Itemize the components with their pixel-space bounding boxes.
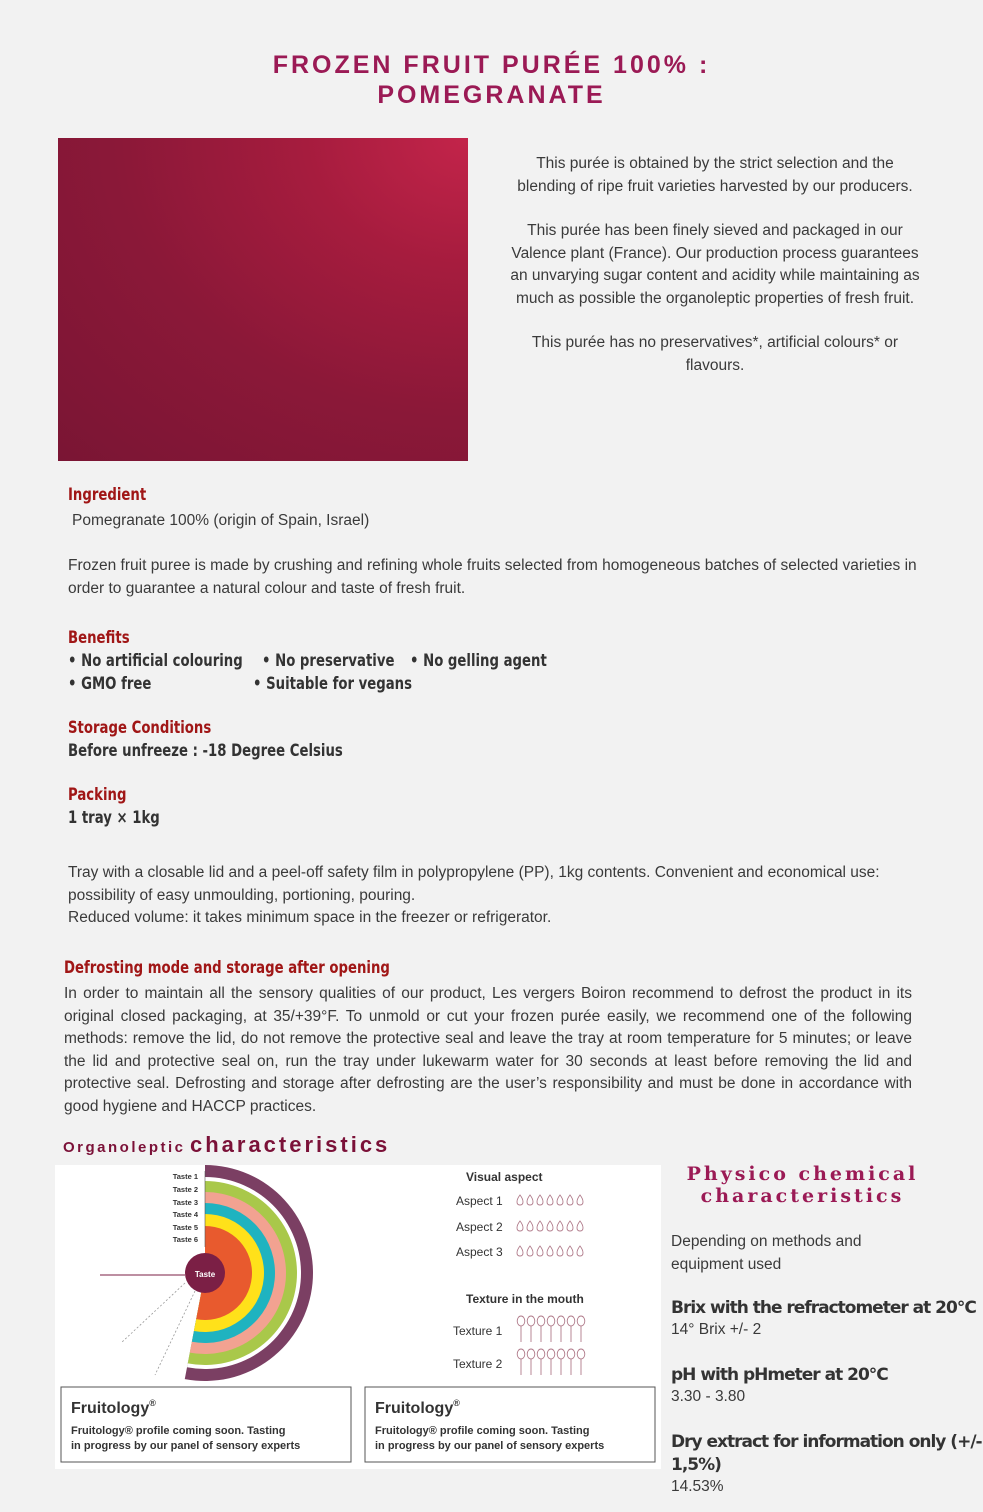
ingredient-description: Frozen fruit puree is made by crushing and refining whole fruits selected from homogeneous batches of selected varieties in order to guarantee a natural colour and taste of fresh fruit. <box>68 557 917 597</box>
visual-aspect-heading: Visual aspect <box>466 1170 543 1184</box>
intro-paragraph-1: This purée is obtained by the strict selection and the blending of ripe fruit varieties harvested by our producers. <box>517 155 913 195</box>
drop-icon <box>567 1221 573 1231</box>
physico-title <box>670 1163 935 1207</box>
texture-label: Texture 2 <box>453 1357 503 1371</box>
axis-line <box>121 1283 185 1343</box>
storage-value: Before unfreeze : -18 Degree Celsius <box>68 741 343 761</box>
spoon-icon <box>577 1349 585 1359</box>
drop-icon <box>527 1246 533 1256</box>
drop-icon <box>557 1221 563 1231</box>
taste-label: Taste 3 <box>172 1198 198 1207</box>
spoon-icon <box>517 1349 525 1359</box>
organoleptic-title-large: characteristics <box>189 1132 391 1157</box>
storage-heading: Storage Conditions <box>68 718 212 738</box>
fruitology-card-line-2: in progress by our panel of sensory experts <box>375 1440 605 1452</box>
benefits-heading: Benefits <box>68 628 130 648</box>
drop-icon <box>527 1221 533 1231</box>
aspect-label: Aspect 1 <box>456 1194 503 1208</box>
drop-icon <box>557 1246 563 1256</box>
taste-labels <box>173 1172 199 1244</box>
taste-center-label: Taste <box>194 1270 216 1279</box>
drop-icon <box>537 1246 543 1256</box>
drop-icon <box>577 1195 583 1205</box>
packing-description-1: Tray with a closable lid and a peel-off safety film in polypropylene (PP), 1kg contents. Convenient and economical use: possibility of easy unmoulding, portioning, pouring. <box>68 864 880 904</box>
spoon-icon <box>547 1316 555 1326</box>
spoon-icon <box>517 1316 525 1326</box>
texture-label: Texture 1 <box>453 1324 503 1338</box>
packing-description <box>68 862 918 930</box>
organoleptic-title-small: Organoleptic <box>63 1139 186 1156</box>
ph-value: 3.30 - 3.80 <box>671 1388 746 1405</box>
ingredient-heading: Ingredient <box>68 485 147 505</box>
fruitology-card-line-2: in progress by our panel of sensory experts <box>71 1440 301 1452</box>
drop-icon <box>567 1195 573 1205</box>
taste-label: Taste 6 <box>172 1235 198 1244</box>
spoon-icon <box>567 1316 575 1326</box>
spoon-icon <box>577 1316 585 1326</box>
drop-icon <box>537 1221 543 1231</box>
benefit-item: • No artificial colouring <box>68 651 243 671</box>
organoleptic-title <box>63 1132 390 1158</box>
brix-heading: Brix with the refractometer at 20°C <box>671 1298 976 1318</box>
page-title <box>0 50 983 110</box>
defrosting-heading: Defrosting mode and storage after opening <box>64 958 390 978</box>
benefit-item: • GMO free <box>68 674 152 694</box>
brix-value: 14° Brix +/- 2 <box>671 1321 762 1338</box>
fruitology-card-line-1: Fruitology® profile coming soon. Tasting <box>71 1425 286 1437</box>
drop-icon <box>567 1246 573 1256</box>
benefit-item: • No preservative <box>262 651 395 671</box>
taste-label: Taste 4 <box>172 1210 198 1219</box>
drop-icon <box>517 1221 523 1231</box>
fruitology-card-line-1: Fruitology® profile coming soon. Tasting <box>375 1425 590 1437</box>
packing-heading: Packing <box>68 785 127 805</box>
product-intro <box>505 153 925 399</box>
title-line-2: POMEGRANATE <box>377 81 606 109</box>
spoon-icon <box>557 1349 565 1359</box>
intro-paragraph-3: This purée has no preservatives*, artificial colours* or flavours. <box>531 334 899 374</box>
ph-heading: pH with pHmeter at 20°C <box>671 1365 888 1385</box>
drop-icon <box>557 1195 563 1205</box>
drop-icon <box>547 1246 553 1256</box>
aspect-label: Aspect 2 <box>456 1220 503 1234</box>
title-line-1: FROZEN FRUIT PURÉE 100% : <box>272 51 711 79</box>
spoon-icon <box>567 1349 575 1359</box>
organoleptic-graphic <box>55 1165 661 1469</box>
puree-photo <box>58 138 468 461</box>
dry-extract-value: 14.53% <box>671 1478 724 1495</box>
fruitology-card-title: Fruitology® <box>71 1398 156 1417</box>
packing-description-2: Reduced volume: it takes minimum space in the freezer or refrigerator. <box>68 909 552 926</box>
drop-icon <box>577 1221 583 1231</box>
dry-extract-heading-1: Dry extract for information only (+/- <box>671 1432 982 1452</box>
taste-label: Taste 2 <box>172 1185 198 1194</box>
drop-icon <box>527 1195 533 1205</box>
benefit-item: • Suitable for vegans <box>253 674 413 694</box>
spoon-icon <box>537 1349 545 1359</box>
aspect-label: Aspect 3 <box>456 1245 503 1259</box>
physico-note: Depending on methods and equipment used <box>671 1233 862 1273</box>
physico-title-line-1: Physico chemical <box>686 1163 919 1185</box>
dry-extract-heading-2: 1,5%) <box>671 1455 721 1475</box>
spoon-icon <box>537 1316 545 1326</box>
spoon-icon <box>527 1316 535 1326</box>
texture-heading: Texture in the mouth <box>466 1292 584 1306</box>
aspect-drops <box>517 1195 583 1256</box>
drop-icon <box>517 1195 523 1205</box>
defrosting-text: In order to maintain all the sensory qualities of our product, Les vergers Boiron recommend to defrost the product in its original closed packaging, at 35/+39°F. To unmold or cut your frozen purée easily, we recommend one of the following methods: remove the lid, do not remove the protective seal and leave the tray at room temperature for 5 minutes; or leave the lid and protective seal on, run the tray under lukewarm water for 30 seconds at least before removing the lid and protective seal. Defrosting and storage after defrosting are the user’s responsibility and must be done in accordance with good hygiene and HACCP practices. <box>64 985 912 1115</box>
drop-icon <box>547 1221 553 1231</box>
drop-icon <box>517 1246 523 1256</box>
packing-value: 1 tray × 1kg <box>68 808 160 828</box>
spoon-icon <box>547 1349 555 1359</box>
taste-label: Taste 5 <box>172 1223 198 1232</box>
texture-spoons <box>517 1316 585 1375</box>
fruitology-card-title: Fruitology® <box>375 1398 460 1417</box>
benefit-item: • No gelling agent <box>410 651 547 671</box>
drop-icon <box>577 1246 583 1256</box>
ingredient-value: Pomegranate 100% (origin of Spain, Israel) <box>72 512 370 529</box>
physico-title-line-2: characteristics <box>700 1185 905 1207</box>
intro-paragraph-2: This purée has been finely sieved and packaged in our Valence plant (France). Our production process guarantees an unvarying sugar content and acidity while maintaining as much as possible the organoleptic properties of fresh fruit. <box>510 222 920 307</box>
spoon-icon <box>527 1349 535 1359</box>
organoleptic-panel <box>55 1165 661 1469</box>
drop-icon <box>537 1195 543 1205</box>
taste-label: Taste 1 <box>172 1172 198 1181</box>
spoon-icon <box>557 1316 565 1326</box>
drop-icon <box>547 1195 553 1205</box>
